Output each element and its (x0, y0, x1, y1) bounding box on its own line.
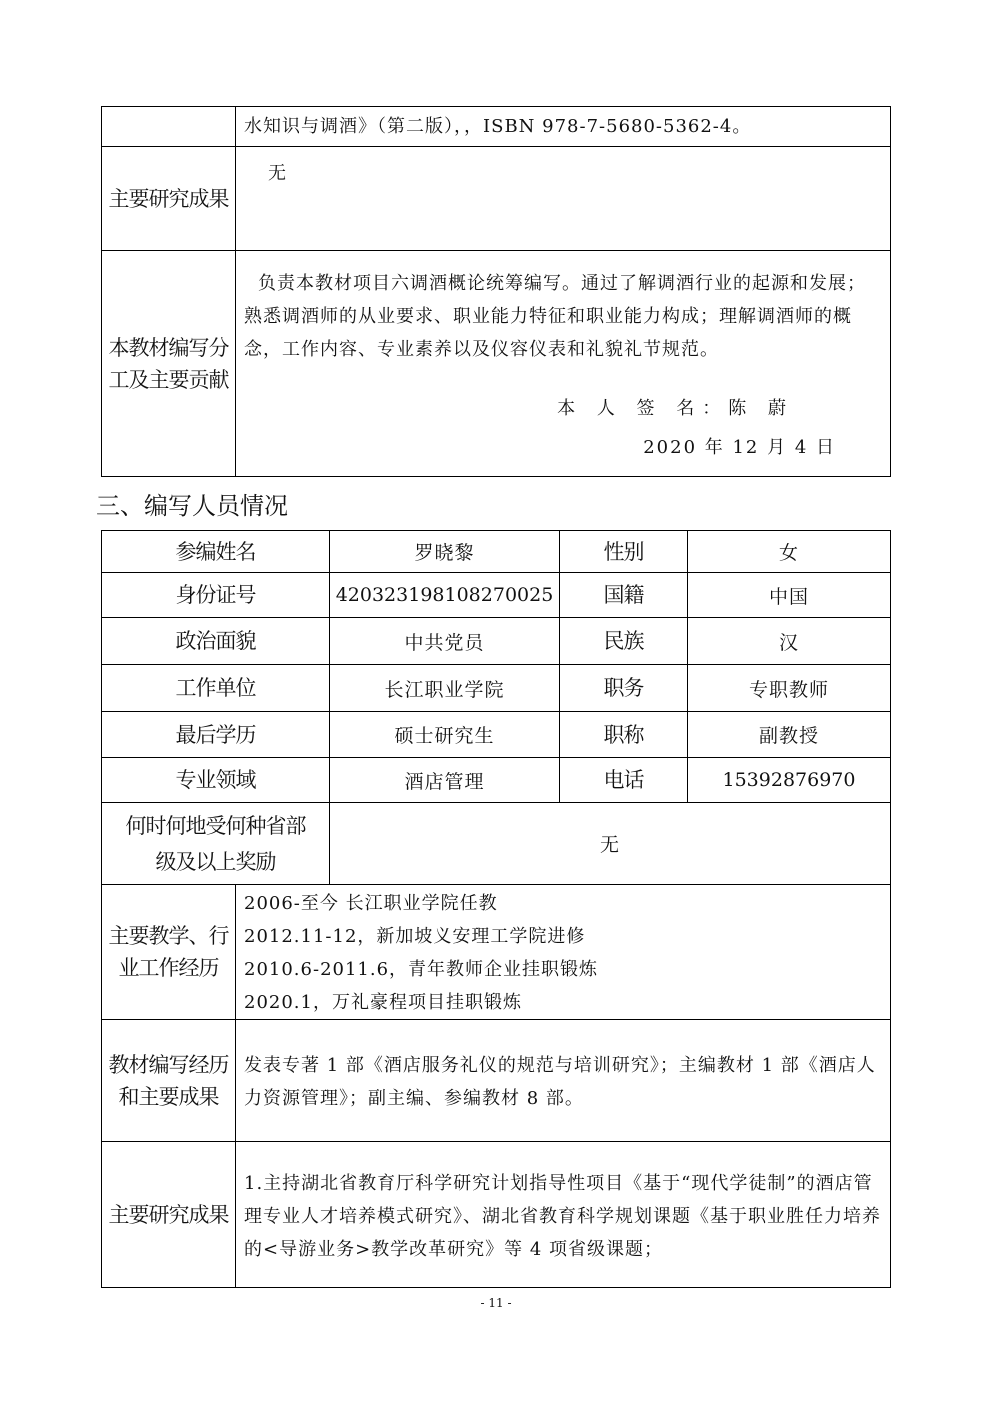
ethnicity-label: 民族 (560, 618, 688, 665)
research-value: 无 (236, 147, 891, 251)
contribution-text: 负责本教材项目六调酒概论统筹编写。通过了解调酒行业的起源和发展；熟悉调酒师的从业要求、职业能力特征和职业能力构成；理解调酒师的概念，工作内容、专业素养以及仪容仪表和礼貌礼节规范。 (244, 273, 866, 360)
education-value: 硕士研究生 (330, 712, 560, 758)
title-label: 职称 (560, 712, 688, 758)
ethnicity-value: 汉 (688, 618, 891, 665)
research2-label: 主要研究成果 (102, 1142, 236, 1288)
nationality-value: 中国 (688, 573, 891, 618)
contribution-label: 本教材编写分工及主要贡献 (102, 251, 236, 477)
research-label: 主要研究成果 (102, 147, 236, 251)
education-label: 最后学历 (102, 712, 330, 758)
experience-line: 2020.1，万礼豪程项目挂职锻炼 (244, 992, 522, 1013)
experience-line: 2012.11-12，新加坡义安理工学院进修 (244, 926, 586, 947)
nationality-label: 国籍 (560, 573, 688, 618)
experience-label: 主要教学、行业工作经历 (102, 885, 236, 1020)
id-value: 420323198108270025 (330, 573, 560, 618)
section-heading: 三、编写人员情况 (96, 492, 288, 520)
gender-label: 性别 (560, 531, 688, 573)
award-value: 无 (330, 803, 891, 885)
position-label: 职务 (560, 665, 688, 712)
page-number: - 11 - (480, 1296, 512, 1310)
person-table (101, 530, 891, 1288)
signature: 本 人 签 名：陈 蔚 (557, 398, 794, 419)
political-value: 中共党员 (330, 618, 560, 665)
field-value: 酒店管理 (330, 758, 560, 803)
field-label: 专业领域 (102, 758, 330, 803)
name-label: 参编姓名 (102, 531, 330, 573)
experience-line: 2006-至今 长江职业学院任教 (244, 893, 498, 914)
gender-value: 女 (688, 531, 891, 573)
textbook-label: 教材编写经历和主要成果 (102, 1020, 236, 1142)
phone-label: 电话 (560, 758, 688, 803)
name-value: 罗晓黎 (330, 531, 560, 573)
id-label: 身份证号 (102, 573, 330, 618)
phone-value: 15392876970 (688, 758, 891, 803)
textbook-text: 发表专著 1 部《酒店服务礼仪的规范与培训研究》；主编教材 1 部《酒店人力资源管理》；副主编、参编教材 8 部。 (236, 1020, 891, 1142)
empty-cell (102, 107, 236, 147)
position-value: 专职教师 (688, 665, 891, 712)
experience-cell (236, 885, 891, 1020)
book-tail: 水知识与调酒》（第二版），，ISBN 978-7-5680-5362-4。 (236, 107, 891, 147)
workplace-value: 长江职业学院 (330, 665, 560, 712)
political-label: 政治面貌 (102, 618, 330, 665)
research2-text: 1.主持湖北省教育厅科学研究计划指导性项目《基于“现代学徒制”的酒店管理专业人才培养模式研究》、湖北省教育科学规划课题《基于职业胜任力培养的<导游业务>教学改革研究》等 4 项省级课题； (236, 1142, 891, 1288)
title-value: 副教授 (688, 712, 891, 758)
sign-date: 2020 年 12 月 4 日 (643, 437, 836, 458)
workplace-label: 工作单位 (102, 665, 330, 712)
contribution-cell (236, 251, 891, 477)
prev-table (101, 106, 891, 477)
experience-line: 2010.6-2011.6，青年教师企业挂职锻炼 (244, 959, 599, 980)
award-label: 何时何地受何种省部级及以上奖励 (102, 803, 330, 885)
